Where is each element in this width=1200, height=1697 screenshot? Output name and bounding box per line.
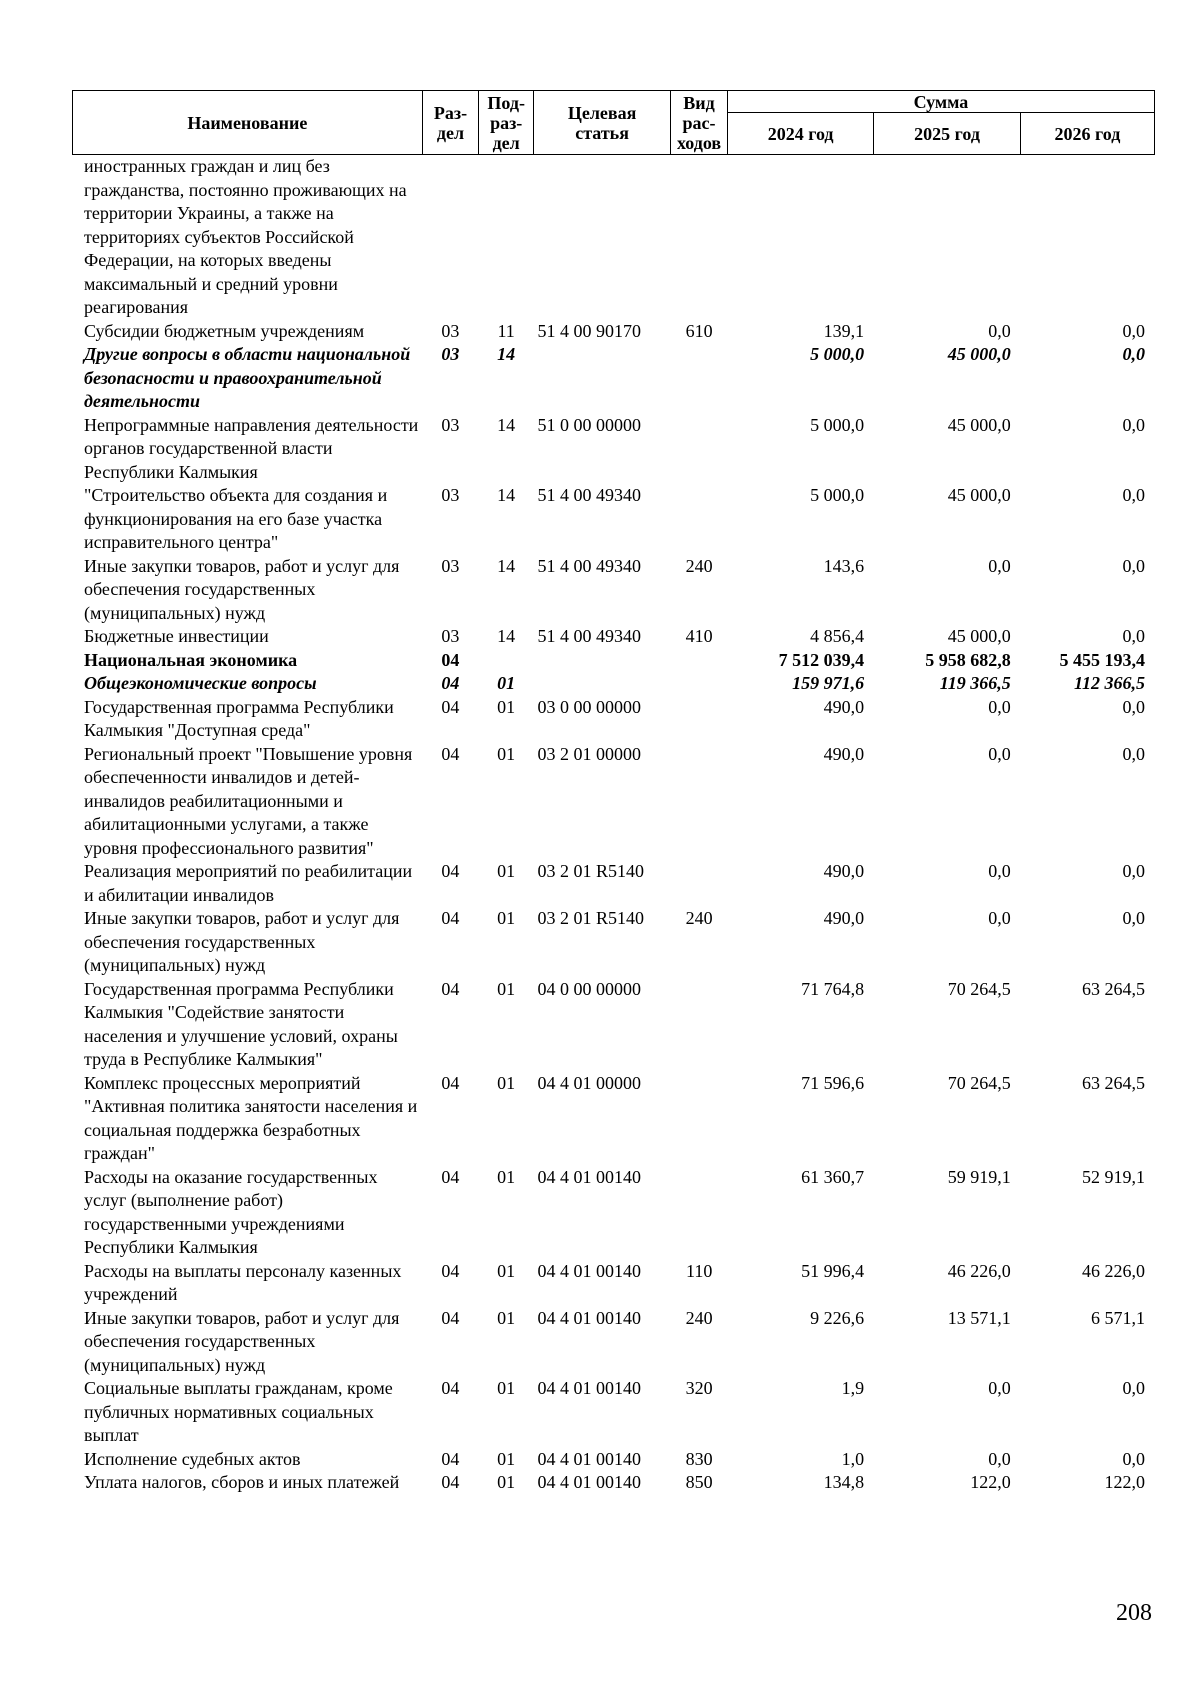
row-celevaya-statya xyxy=(533,155,670,320)
row-podrazdel: 01 xyxy=(497,1166,516,1187)
row-sum-2024: 71 596,6 xyxy=(801,1072,865,1093)
row-sum-2024: 139,1 xyxy=(823,320,865,341)
row-razdel: 04 xyxy=(441,1307,460,1328)
row-sum-2024: 159 971,6 xyxy=(792,673,865,693)
row-razdel: 04 xyxy=(441,1378,460,1398)
col-header-2025: 2025 год xyxy=(874,113,1020,155)
table-row xyxy=(72,1471,1155,1495)
row-podrazdel: 01 xyxy=(497,1072,516,1093)
row-podrazdel: 14 xyxy=(497,414,516,435)
table-row xyxy=(72,343,1155,414)
row-celevaya-statya: 04 0 00 00000 xyxy=(537,978,641,999)
row-celevaya-statya xyxy=(533,649,670,673)
row-name: Исполнение судебных актов xyxy=(84,1448,301,1469)
row-name: Государственная программа Республики Калмыкия "Содействие занятости населения и улучшение условий, охраны труда в Республике Калмыкия" xyxy=(84,978,398,1069)
row-vid-rashodov xyxy=(671,155,728,320)
row-sum-2025: 13 571,1 xyxy=(947,1307,1011,1328)
row-celevaya-statya: 51 4 00 49340 xyxy=(537,485,641,505)
row-celevaya-statya: 04 4 01 00140 xyxy=(537,1472,641,1492)
table-row xyxy=(72,555,1155,626)
row-name: Региональный проект "Повышение уровня обеспеченности инвалидов и детей-инвалидов реабилитационными и абилитационными услугами, а также уровня профессионального развития" xyxy=(84,743,413,858)
row-sum-2024 xyxy=(728,155,875,320)
row-vid-rashodov xyxy=(671,343,728,414)
row-vid-rashodov xyxy=(671,743,728,861)
row-sum-2024: 71 764,8 xyxy=(801,978,865,999)
row-sum-2025: 45 000,0 xyxy=(947,485,1011,505)
row-name: Комплекс процессных мероприятий "Активная политика занятости населения и социальная поддержка безработных граждан" xyxy=(84,1072,418,1163)
row-sum-2026: 52 919,1 xyxy=(1082,1166,1145,1187)
row-sum-2026: 0,0 xyxy=(1122,908,1145,928)
budget-table-page xyxy=(72,90,1154,1495)
row-razdel: 03 xyxy=(441,485,460,505)
table-row xyxy=(72,672,1155,696)
table-row xyxy=(72,649,1155,673)
row-razdel: 04 xyxy=(441,1472,460,1492)
row-celevaya-statya: 03 2 01 R5140 xyxy=(537,861,644,881)
row-vid-rashodov xyxy=(671,1072,728,1166)
row-sum-2026: 63 264,5 xyxy=(1082,1072,1145,1093)
row-sum-2026: 63 264,5 xyxy=(1082,978,1145,999)
row-sum-2024: 1,9 xyxy=(841,1378,865,1398)
row-sum-2026 xyxy=(1021,155,1155,320)
row-sum-2025: 46 226,0 xyxy=(947,1260,1011,1281)
row-podrazdel: 01 xyxy=(497,673,516,693)
row-sum-2026: 0,0 xyxy=(1122,626,1145,646)
row-vid-rashodov: 320 xyxy=(685,1378,713,1398)
row-podrazdel: 01 xyxy=(497,1448,516,1469)
row-vid-rashodov: 610 xyxy=(685,320,713,341)
col-header-summa: Сумма xyxy=(727,91,1154,113)
row-sum-2026: 46 226,0 xyxy=(1082,1260,1145,1281)
row-sum-2026: 122,0 xyxy=(1104,1472,1145,1492)
row-vid-rashodov xyxy=(671,649,728,673)
row-vid-rashodov xyxy=(671,860,728,907)
row-vid-rashodov: 850 xyxy=(685,1472,713,1492)
row-sum-2026: 0,0 xyxy=(1122,861,1145,881)
row-name: Иные закупки товаров, работ и услуг для обеспечения государственных (муниципальных) нужд xyxy=(84,908,400,975)
row-name: Общеэкономические вопросы xyxy=(84,673,317,693)
row-vid-rashodov xyxy=(671,1166,728,1260)
row-razdel: 03 xyxy=(441,344,460,364)
row-sum-2025: 0,0 xyxy=(988,908,1011,928)
row-name: Уплата налогов, сборов и иных платежей xyxy=(84,1472,400,1492)
row-sum-2025: 0,0 xyxy=(988,743,1011,764)
row-name: Реализация мероприятий по реабилитации и абилитации инвалидов xyxy=(84,861,413,905)
row-sum-2026: 0,0 xyxy=(1122,555,1145,576)
row-sum-2025: 70 264,5 xyxy=(947,978,1011,999)
row-vid-rashodov: 240 xyxy=(685,908,713,928)
table-row xyxy=(72,907,1155,978)
row-sum-2026: 0,0 xyxy=(1122,743,1145,764)
row-razdel: 03 xyxy=(441,320,460,341)
row-sum-2025: 119 366,5 xyxy=(939,673,1011,693)
row-sum-2026: 0,0 xyxy=(1122,414,1145,435)
row-vid-rashodov: 410 xyxy=(685,626,713,646)
row-sum-2026: 0,0 xyxy=(1122,1378,1145,1398)
table-row xyxy=(72,155,1155,320)
row-razdel: 03 xyxy=(441,555,460,576)
row-sum-2025: 0,0 xyxy=(988,555,1011,576)
row-podrazdel: 14 xyxy=(497,626,516,646)
table-row xyxy=(72,1072,1155,1166)
row-podrazdel: 01 xyxy=(497,1260,516,1281)
row-sum-2025: 0,0 xyxy=(988,861,1011,881)
row-razdel: 03 xyxy=(441,414,460,435)
col-header-statya: Целевая статья xyxy=(534,91,671,155)
row-razdel: 04 xyxy=(441,673,460,693)
row-razdel: 04 xyxy=(441,743,460,764)
row-podrazdel: 14 xyxy=(497,555,516,576)
row-name: Непрограммные направления деятельности органов государственной власти Республики Калмыкия xyxy=(84,414,419,482)
row-sum-2025: 70 264,5 xyxy=(947,1072,1011,1093)
row-sum-2026: 0,0 xyxy=(1122,344,1145,364)
row-sum-2024: 51 996,4 xyxy=(801,1260,865,1281)
row-sum-2024: 490,0 xyxy=(823,743,865,764)
row-vid-rashodov xyxy=(671,414,728,485)
row-vid-rashodov xyxy=(671,696,728,743)
row-celevaya-statya: 51 4 00 49340 xyxy=(537,626,641,646)
table-row xyxy=(72,484,1155,555)
row-sum-2024: 134,8 xyxy=(823,1472,865,1492)
table-row xyxy=(72,1166,1155,1260)
row-celevaya-statya: 04 4 01 00140 xyxy=(537,1378,641,1398)
col-header-vid: Вид рас- ходов xyxy=(671,91,728,155)
table-row xyxy=(72,1260,1155,1307)
row-podrazdel: 01 xyxy=(497,696,516,717)
col-header-2026: 2026 год xyxy=(1020,113,1154,155)
row-celevaya-statya xyxy=(533,343,670,414)
row-name: иностранных граждан и лиц без гражданства, постоянно проживающих на территории Украины, а также на территориях субъектов Российской Федерации, на которых введены максимальный и средний уровни реагирования xyxy=(84,156,407,317)
row-sum-2026: 112 366,5 xyxy=(1073,673,1145,693)
row-name: Бюджетные инвестиции xyxy=(84,626,269,646)
row-sum-2025: 45 000,0 xyxy=(947,626,1011,646)
row-sum-2025: 59 919,1 xyxy=(947,1166,1011,1187)
table-row xyxy=(72,860,1155,907)
row-sum-2026: 0,0 xyxy=(1122,320,1145,341)
row-podrazdel: 01 xyxy=(497,908,516,928)
row-sum-2025: 45 000,0 xyxy=(947,414,1011,435)
row-celevaya-statya: 04 4 01 00140 xyxy=(537,1307,641,1328)
row-sum-2025: 0,0 xyxy=(988,1378,1011,1398)
row-podrazdel xyxy=(479,649,534,673)
row-sum-2025: 0,0 xyxy=(988,1448,1011,1469)
row-razdel: 04 xyxy=(441,861,460,881)
col-header-razdel: Раз- дел xyxy=(422,91,479,155)
row-name: Иные закупки товаров, работ и услуг для обеспечения государственных (муниципальных) нужд xyxy=(84,1307,400,1375)
row-sum-2026: 0,0 xyxy=(1122,485,1145,505)
row-sum-2024: 490,0 xyxy=(823,908,865,928)
row-sum-2024: 7 512 039,4 xyxy=(778,649,865,670)
row-name: Расходы на оказание государственных услуг (выполнение работ) государственными учреждениями Республики Калмыкия xyxy=(84,1166,378,1257)
row-celevaya-statya: 51 4 00 49340 xyxy=(537,555,641,576)
row-name: Субсидии бюджетным учреждениям xyxy=(84,320,365,341)
col-header-name: Наименование xyxy=(73,91,423,155)
row-celevaya-statya: 03 2 01 R5140 xyxy=(537,908,644,928)
row-celevaya-statya: 04 4 01 00140 xyxy=(537,1166,641,1187)
row-podrazdel: 14 xyxy=(497,344,516,364)
row-celevaya-statya: 04 4 01 00140 xyxy=(537,1260,641,1281)
table-row xyxy=(72,625,1155,649)
row-name: Национальная экономика xyxy=(84,649,298,670)
table-row xyxy=(72,1448,1155,1472)
row-name: Иные закупки товаров, работ и услуг для обеспечения государственных (муниципальных) нужд xyxy=(84,555,400,623)
row-razdel: 04 xyxy=(441,649,460,670)
row-sum-2025: 122,0 xyxy=(970,1472,1011,1492)
row-razdel: 04 xyxy=(441,908,460,928)
row-celevaya-statya: 04 4 01 00000 xyxy=(537,1072,641,1093)
table-row xyxy=(72,1377,1155,1448)
row-vid-rashodov: 240 xyxy=(685,555,713,576)
row-razdel: 03 xyxy=(441,626,460,646)
row-sum-2024: 490,0 xyxy=(823,696,865,717)
row-razdel: 04 xyxy=(441,1260,460,1281)
row-podrazdel: 01 xyxy=(497,978,516,999)
row-name: Другие вопросы в области национальной безопасности и правоохранительной деятельности xyxy=(84,344,411,411)
row-sum-2024: 490,0 xyxy=(823,861,865,881)
row-celevaya-statya: 03 0 00 00000 xyxy=(537,696,641,717)
row-name: Социальные выплаты гражданам, кроме публичных нормативных социальных выплат xyxy=(84,1378,393,1445)
row-sum-2024: 5 000,0 xyxy=(810,414,865,435)
row-name: Государственная программа Республики Калмыкия "Доступная среда" xyxy=(84,696,394,740)
row-razdel xyxy=(422,155,479,320)
row-podrazdel xyxy=(479,155,534,320)
row-sum-2025: 5 958 682,8 xyxy=(925,649,1011,670)
col-header-podrazdel: Под- раз- дел xyxy=(479,91,534,155)
table-row xyxy=(72,414,1155,485)
row-podrazdel: 01 xyxy=(497,861,516,881)
table-row xyxy=(72,320,1155,344)
row-sum-2026: 5 455 193,4 xyxy=(1059,649,1145,670)
table-row xyxy=(72,696,1155,743)
row-sum-2026: 0,0 xyxy=(1122,1448,1145,1469)
table-row xyxy=(72,743,1155,861)
row-sum-2024: 5 000,0 xyxy=(810,344,865,364)
row-sum-2024: 4 856,4 xyxy=(810,626,865,646)
row-podrazdel: 01 xyxy=(497,1472,516,1492)
row-podrazdel: 01 xyxy=(497,1378,516,1398)
row-podrazdel: 14 xyxy=(497,485,516,505)
row-sum-2025: 0,0 xyxy=(988,320,1011,341)
row-celevaya-statya: 04 4 01 00140 xyxy=(537,1448,641,1469)
table-header xyxy=(72,90,1155,155)
row-razdel: 04 xyxy=(441,978,460,999)
row-vid-rashodov: 240 xyxy=(685,1307,713,1328)
row-celevaya-statya: 03 2 01 00000 xyxy=(537,743,641,764)
row-vid-rashodov xyxy=(671,978,728,1072)
row-celevaya-statya: 51 4 00 90170 xyxy=(537,320,641,341)
row-sum-2024: 61 360,7 xyxy=(801,1166,865,1187)
row-sum-2025: 45 000,0 xyxy=(947,344,1011,364)
row-razdel: 04 xyxy=(441,1072,460,1093)
row-celevaya-statya: 51 0 00 00000 xyxy=(537,414,641,435)
row-podrazdel: 11 xyxy=(497,320,515,341)
page-number: 208 xyxy=(1116,1600,1152,1626)
table-row xyxy=(72,978,1155,1072)
row-name: "Строительство объекта для создания и функционирования на его базе участка исправительного центра" xyxy=(84,485,388,552)
row-sum-2024: 9 226,6 xyxy=(810,1307,865,1328)
row-sum-2024: 1,0 xyxy=(841,1448,865,1469)
row-podrazdel: 01 xyxy=(497,1307,516,1328)
row-sum-2024: 5 000,0 xyxy=(810,485,865,505)
row-sum-2024: 143,6 xyxy=(823,555,865,576)
row-celevaya-statya xyxy=(533,672,670,696)
row-vid-rashodov xyxy=(671,484,728,555)
table-row xyxy=(72,1307,1155,1378)
row-sum-2026: 6 571,1 xyxy=(1091,1307,1145,1328)
row-vid-rashodov xyxy=(671,672,728,696)
col-header-2024: 2024 год xyxy=(727,113,873,155)
row-vid-rashodov: 830 xyxy=(685,1448,713,1469)
row-name: Расходы на выплаты персоналу казенных учреждений xyxy=(84,1260,402,1304)
row-sum-2026: 0,0 xyxy=(1122,696,1145,717)
row-sum-2025 xyxy=(874,155,1021,320)
row-sum-2025: 0,0 xyxy=(988,696,1011,717)
row-razdel: 04 xyxy=(441,1166,460,1187)
row-razdel: 04 xyxy=(441,1448,460,1469)
row-podrazdel: 01 xyxy=(497,743,516,764)
row-razdel: 04 xyxy=(441,696,460,717)
table-body xyxy=(72,155,1155,1495)
row-vid-rashodov: 110 xyxy=(685,1260,713,1281)
